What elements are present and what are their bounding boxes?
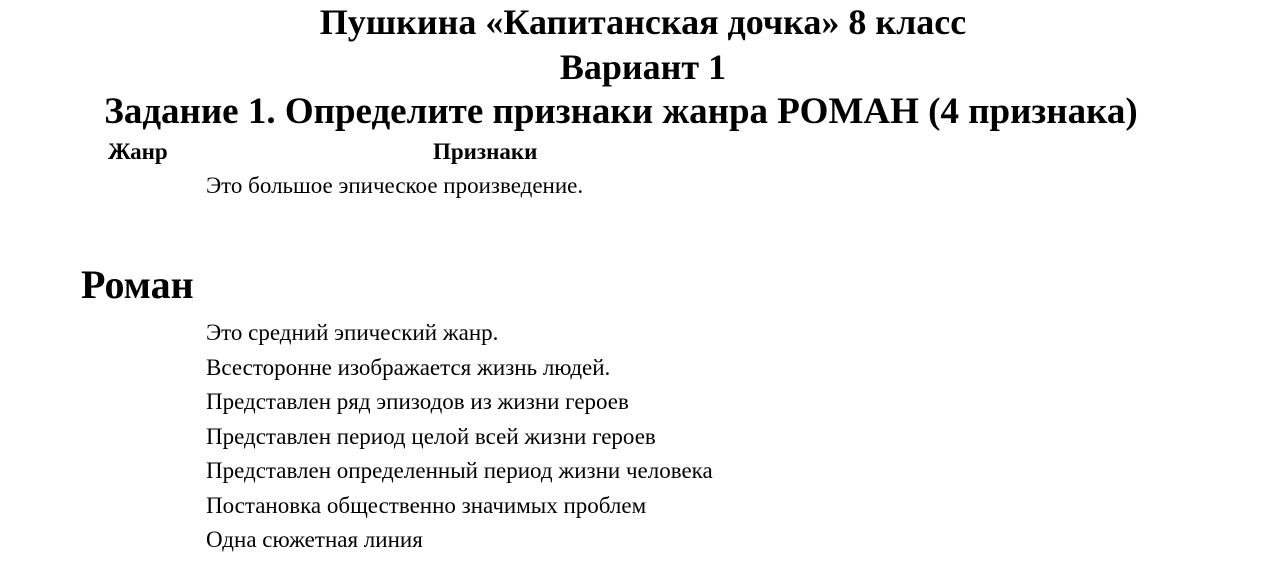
feature-item: Представлен ряд эпизодов из жизни героев [206,389,629,414]
column-header-features: Признаки [433,139,538,164]
feature-item: Всесторонне изображается жизнь людей. [206,355,611,380]
feature-item: Постановка общественно значимых проблем [206,493,647,518]
feature-item: Это средний эпический жанр. [206,320,499,345]
document-title: Пушкина «Капитанская дочка» 8 класс [319,2,967,42]
column-header-genre: Жанр [108,139,168,164]
feature-item: Представлен период целой всей жизни героев [206,424,656,449]
variant-heading: Вариант 1 [559,47,727,87]
feature-item: Это большое эпическое произведение. [206,173,584,198]
feature-item: Одна сюжетная линия [206,527,423,552]
genre-cell: Роман [81,262,194,307]
task-heading: Задание 1. Определите признаки жанра РОМАН (4 признака) [104,91,1138,132]
feature-item: Представлен определенный период жизни человека [206,458,713,483]
